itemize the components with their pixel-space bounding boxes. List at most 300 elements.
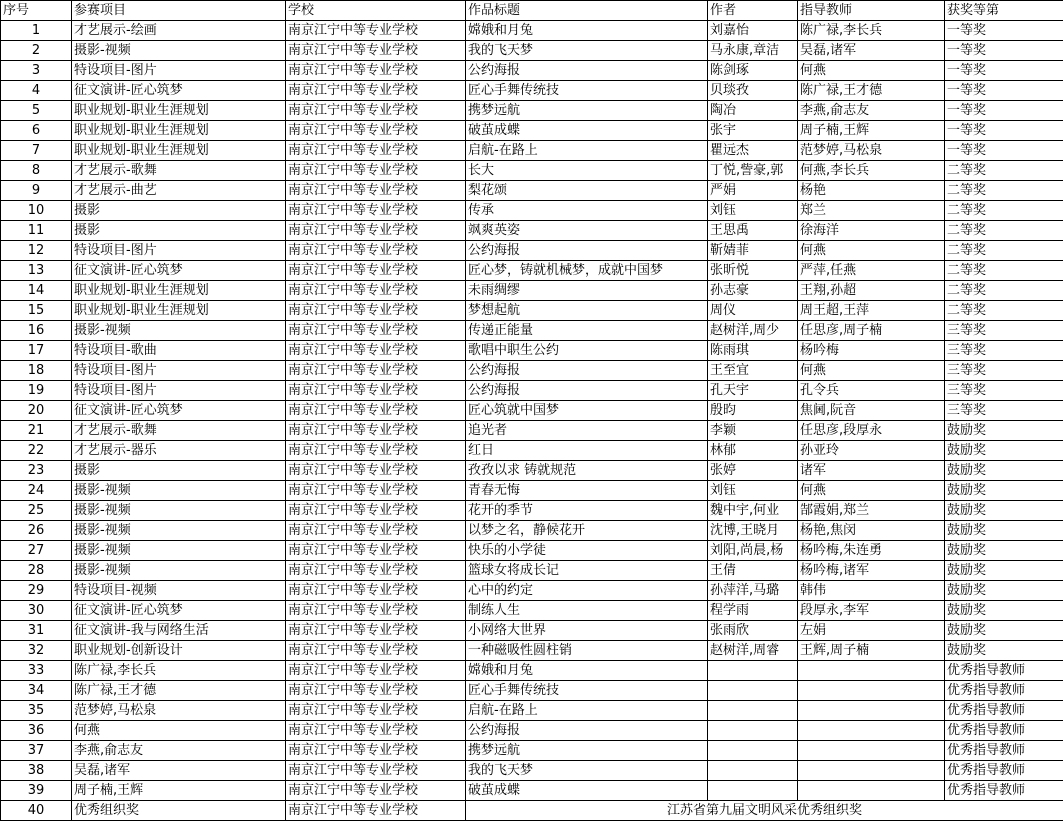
cell-index: 11 [1,221,72,241]
cell-author: 程学雨 [708,601,798,621]
table-row [1,241,1063,261]
cell-author: 刘钰 [708,481,798,501]
table-row [1,741,1063,761]
cell-advisor [798,761,945,781]
cell-title: 心中的约定 [466,581,708,601]
table-row [1,381,1063,401]
cell-advisor [798,781,945,801]
cell-title: 匠心手舞传统技 [466,81,708,101]
cell-index: 37 [1,741,72,761]
cell-school: 南京江宁中等专业学校 [286,401,466,421]
cell-index: 33 [1,661,72,681]
header-cell-advisor: 指导教师 [798,1,945,21]
cell-award: 三等奖 [945,361,1063,381]
cell-award: 鼓励奖 [945,541,1063,561]
cell-school: 南京江宁中等专业学校 [286,21,466,41]
cell-award: 鼓励奖 [945,621,1063,641]
cell-project: 职业规划-创新设计 [72,641,286,661]
cell-advisor: 杨吟梅,诸军 [798,561,945,581]
cell-advisor: 段厚永,李军 [798,601,945,621]
cell-index: 2 [1,41,72,61]
cell-project: 摄影 [72,221,286,241]
cell-project: 何燕 [72,721,286,741]
table-row [1,41,1063,61]
table-row [1,761,1063,781]
cell-award: 鼓励奖 [945,421,1063,441]
cell-author: 赵树洋,周睿 [708,641,798,661]
table-row [1,781,1063,801]
cell-title: 小网络大世界 [466,621,708,641]
table-row [1,341,1063,361]
cell-award: 优秀指导教师 [945,781,1063,801]
cell-school: 南京江宁中等专业学校 [286,321,466,341]
cell-school: 南京江宁中等专业学校 [286,101,466,121]
cell-school: 南京江宁中等专业学校 [286,701,466,721]
cell-school: 南京江宁中等专业学校 [286,521,466,541]
table-row [1,161,1063,181]
cell-advisor [798,741,945,761]
cell-school: 南京江宁中等专业学校 [286,741,466,761]
cell-title: 梦想起航 [466,301,708,321]
cell-title: 未雨绸缪 [466,281,708,301]
cell-award: 优秀指导教师 [945,661,1063,681]
table-row [1,521,1063,541]
table-row [1,101,1063,121]
cell-school: 南京江宁中等专业学校 [286,781,466,801]
cell-index: 24 [1,481,72,501]
cell-school: 南京江宁中等专业学校 [286,261,466,281]
cell-award: 三等奖 [945,321,1063,341]
cell-title: 携梦远航 [466,741,708,761]
cell-title: 追光者 [466,421,708,441]
cell-advisor: 杨艳,焦闵 [798,521,945,541]
cell-project: 征文演讲-匠心筑梦 [72,601,286,621]
cell-project: 优秀组织奖 [72,801,286,821]
cell-advisor: 周王超,王萍 [798,301,945,321]
cell-project: 摄影 [72,201,286,221]
cell-advisor: 何燕 [798,241,945,261]
cell-author: 孙萍洋,马璐 [708,581,798,601]
cell-school: 南京江宁中等专业学校 [286,661,466,681]
cell-project: 摄影-视频 [72,561,286,581]
cell-project: 征文演讲-匠心筑梦 [72,401,286,421]
cell-award: 鼓励奖 [945,441,1063,461]
cell-school: 南京江宁中等专业学校 [286,461,466,481]
cell-advisor: 徐海洋 [798,221,945,241]
cell-author [708,681,798,701]
cell-project: 陈广禄,王才德 [72,681,286,701]
cell-project: 职业规划-职业生涯规划 [72,121,286,141]
table-body [1,21,1063,821]
header-cell-author: 作者 [708,1,798,21]
cell-project: 特设项目-图片 [72,361,286,381]
cell-author: 王思禹 [708,221,798,241]
cell-index: 17 [1,341,72,361]
cell-index: 3 [1,61,72,81]
cell-title: 我的飞天梦 [466,41,708,61]
table-row [1,601,1063,621]
cell-title: 孜孜以求 铸就规范 [466,461,708,481]
cell-award: 鼓励奖 [945,581,1063,601]
cell-school: 南京江宁中等专业学校 [286,561,466,581]
cell-school: 南京江宁中等专业学校 [286,161,466,181]
cell-award: 二等奖 [945,261,1063,281]
header-cell-title: 作品标题 [466,1,708,21]
cell-author: 孔天宇 [708,381,798,401]
cell-title: 一种磁吸性圆柱销 [466,641,708,661]
cell-title: 梨花颂 [466,181,708,201]
cell-project: 特设项目-图片 [72,241,286,261]
cell-index: 34 [1,681,72,701]
cell-advisor: 郜霞娟,郑兰 [798,501,945,521]
cell-award: 一等奖 [945,21,1063,41]
header-row [1,1,1063,21]
cell-advisor: 李燕,俞志友 [798,101,945,121]
cell-index: 14 [1,281,72,301]
cell-author: 张雨欣 [708,621,798,641]
table-row [1,81,1063,101]
cell-advisor: 陈广禄,王才德 [798,81,945,101]
cell-title: 公约海报 [466,61,708,81]
cell-title: 启航-在路上 [466,141,708,161]
cell-title: 匠心筑就中国梦 [466,401,708,421]
cell-author [708,761,798,781]
cell-title: 匠心手舞传统技 [466,681,708,701]
cell-award: 一等奖 [945,101,1063,121]
cell-award: 鼓励奖 [945,461,1063,481]
cell-title: 匠心梦，铸就机械梦，成就中国梦 [466,261,708,281]
cell-author: 赵树洋,周少 [708,321,798,341]
cell-author: 陈剑琢 [708,61,798,81]
cell-project: 周子楠,王辉 [72,781,286,801]
cell-index: 38 [1,761,72,781]
table-row [1,181,1063,201]
cell-title: 我的飞天梦 [466,761,708,781]
cell-award: 优秀指导教师 [945,681,1063,701]
cell-index: 40 [1,801,72,821]
cell-advisor: 严萍,任燕 [798,261,945,281]
cell-advisor: 周子楠,王辉 [798,121,945,141]
cell-school: 南京江宁中等专业学校 [286,281,466,301]
cell-author: 李颖 [708,421,798,441]
table-row [1,641,1063,661]
cell-school: 南京江宁中等专业学校 [286,141,466,161]
cell-title: 红日 [466,441,708,461]
cell-advisor: 杨吟梅 [798,341,945,361]
cell-advisor: 郑兰 [798,201,945,221]
cell-index: 9 [1,181,72,201]
cell-award: 鼓励奖 [945,481,1063,501]
cell-index: 31 [1,621,72,641]
cell-project: 才艺展示-绘画 [72,21,286,41]
table-row [1,421,1063,441]
header-cell-award: 获奖等第 [945,1,1063,21]
cell-index: 25 [1,501,72,521]
cell-advisor: 任思彦,段厚永 [798,421,945,441]
cell-advisor: 王辉,周子楠 [798,641,945,661]
cell-title: 传递正能量 [466,321,708,341]
cell-school: 南京江宁中等专业学校 [286,41,466,61]
cell-school: 南京江宁中等专业学校 [286,601,466,621]
cell-school: 南京江宁中等专业学校 [286,341,466,361]
cell-index: 30 [1,601,72,621]
cell-project: 才艺展示-器乐 [72,441,286,461]
table-row [1,581,1063,601]
cell-author: 殷昀 [708,401,798,421]
cell-award: 一等奖 [945,81,1063,101]
cell-title: 嫦娥和月兔 [466,661,708,681]
table-row [1,661,1063,681]
cell-award: 优秀指导教师 [945,701,1063,721]
cell-project: 特设项目-图片 [72,381,286,401]
cell-project: 摄影-视频 [72,541,286,561]
cell-school: 南京江宁中等专业学校 [286,501,466,521]
cell-title: 破茧成蝶 [466,781,708,801]
cell-author: 刘钰 [708,201,798,221]
cell-school: 南京江宁中等专业学校 [286,121,466,141]
table-row [1,361,1063,381]
cell-school: 南京江宁中等专业学校 [286,641,466,661]
cell-advisor: 何燕 [798,61,945,81]
cell-award: 二等奖 [945,281,1063,301]
cell-index: 39 [1,781,72,801]
cell-project: 吴磊,诸军 [72,761,286,781]
cell-award: 一等奖 [945,141,1063,161]
cell-project: 职业规划-职业生涯规划 [72,281,286,301]
cell-school: 南京江宁中等专业学校 [286,381,466,401]
cell-title: 制练人生 [466,601,708,621]
cell-advisor: 杨艳 [798,181,945,201]
cell-advisor: 吴磊,诸军 [798,41,945,61]
cell-advisor: 孙亚玲 [798,441,945,461]
cell-award: 三等奖 [945,341,1063,361]
table-row [1,321,1063,341]
cell-advisor: 何燕,李长兵 [798,161,945,181]
cell-project: 摄影 [72,461,286,481]
cell-school: 南京江宁中等专业学校 [286,681,466,701]
cell-index: 5 [1,101,72,121]
cell-school: 南京江宁中等专业学校 [286,581,466,601]
cell-advisor [798,681,945,701]
table-row [1,21,1063,41]
header-cell-school: 学校 [286,1,466,21]
cell-project: 范梦婷,马松泉 [72,701,286,721]
cell-author: 周仪 [708,301,798,321]
cell-award: 鼓励奖 [945,601,1063,621]
cell-advisor [798,701,945,721]
cell-award: 优秀指导教师 [945,721,1063,741]
cell-author: 靳婧菲 [708,241,798,261]
cell-school: 南京江宁中等专业学校 [286,221,466,241]
cell-author: 瞿远杰 [708,141,798,161]
cell-author: 马永康,章洁 [708,41,798,61]
cell-school: 南京江宁中等专业学校 [286,541,466,561]
cell-school: 南京江宁中等专业学校 [286,801,466,821]
cell-school: 南京江宁中等专业学校 [286,621,466,641]
cell-author [708,781,798,801]
cell-advisor: 陈广禄,李长兵 [798,21,945,41]
header-cell-project: 参赛项目 [72,1,286,21]
header-cell-index: 序号 [1,1,72,21]
table-row [1,681,1063,701]
cell-author: 刘嘉怡 [708,21,798,41]
cell-title: 公约海报 [466,361,708,381]
cell-project: 特设项目-歌曲 [72,341,286,361]
cell-award: 二等奖 [945,201,1063,221]
cell-index: 21 [1,421,72,441]
cell-title: 快乐的小学徒 [466,541,708,561]
cell-author: 陶冶 [708,101,798,121]
cell-title: 传承 [466,201,708,221]
cell-award: 一等奖 [945,121,1063,141]
cell-author: 丁悦,訾豪,郭 [708,161,798,181]
cell-author: 张昕悦 [708,261,798,281]
table-row [1,261,1063,281]
cell-award: 二等奖 [945,161,1063,181]
cell-index: 28 [1,561,72,581]
cell-award: 优秀指导教师 [945,761,1063,781]
cell-title: 长大 [466,161,708,181]
cell-advisor: 诸军 [798,461,945,481]
cell-index: 20 [1,401,72,421]
cell-title: 嫦娥和月兔 [466,21,708,41]
cell-advisor: 韩伟 [798,581,945,601]
cell-school: 南京江宁中等专业学校 [286,721,466,741]
cell-project: 征文演讲-我与网络生活 [72,621,286,641]
cell-school: 南京江宁中等专业学校 [286,61,466,81]
cell-advisor: 孔令兵 [798,381,945,401]
cell-author: 王倩 [708,561,798,581]
cell-school: 南京江宁中等专业学校 [286,481,466,501]
cell-index: 10 [1,201,72,221]
cell-title: 篮球女将成长记 [466,561,708,581]
cell-school: 南京江宁中等专业学校 [286,441,466,461]
cell-award: 二等奖 [945,221,1063,241]
cell-advisor: 任思彦,周子楠 [798,321,945,341]
cell-author: 林郁 [708,441,798,461]
table-row [1,61,1063,81]
cell-index: 1 [1,21,72,41]
cell-title: 歌唱中职生公约 [466,341,708,361]
cell-advisor: 左娟 [798,621,945,641]
cell-title: 破茧成蝶 [466,121,708,141]
cell-index: 22 [1,441,72,461]
cell-index: 32 [1,641,72,661]
cell-author: 沈博,王晓月 [708,521,798,541]
cell-author [708,721,798,741]
cell-project: 特设项目-视频 [72,581,286,601]
cell-author: 陈雨琪 [708,341,798,361]
cell-index: 16 [1,321,72,341]
table-row [1,401,1063,421]
cell-project: 才艺展示-歌舞 [72,161,286,181]
cell-index: 12 [1,241,72,261]
table-row [1,281,1063,301]
cell-project: 征文演讲-匠心筑梦 [72,261,286,281]
table-row [1,121,1063,141]
cell-title: 携梦远航 [466,101,708,121]
table-row [1,301,1063,321]
cell-project: 摄影-视频 [72,481,286,501]
cell-project: 李燕,俞志友 [72,741,286,761]
cell-advisor [798,721,945,741]
cell-author [708,701,798,721]
cell-award: 一等奖 [945,41,1063,61]
cell-index: 7 [1,141,72,161]
cell-index: 18 [1,361,72,381]
cell-title: 花开的季节 [466,501,708,521]
cell-index: 23 [1,461,72,481]
cell-school: 南京江宁中等专业学校 [286,421,466,441]
cell-index: 27 [1,541,72,561]
cell-award: 二等奖 [945,241,1063,261]
cell-advisor: 范梦婷,马松泉 [798,141,945,161]
cell-project: 才艺展示-曲艺 [72,181,286,201]
cell-index: 13 [1,261,72,281]
cell-author: 张宇 [708,121,798,141]
cell-project: 特设项目-图片 [72,61,286,81]
cell-school: 南京江宁中等专业学校 [286,81,466,101]
table-row [1,801,1063,821]
cell-project: 才艺展示-歌舞 [72,421,286,441]
cell-index: 26 [1,521,72,541]
cell-advisor: 王翔,孙超 [798,281,945,301]
cell-school: 南京江宁中等专业学校 [286,761,466,781]
cell-award: 鼓励奖 [945,501,1063,521]
cell-title: 启航-在路上 [466,701,708,721]
table-row [1,721,1063,741]
cell-award: 三等奖 [945,381,1063,401]
table-row [1,561,1063,581]
cell-title: 青春无悔 [466,481,708,501]
cell-author: 贝琰孜 [708,81,798,101]
cell-award: 二等奖 [945,181,1063,201]
cell-index: 19 [1,381,72,401]
cell-project: 陈广禄,李长兵 [72,661,286,681]
cell-index: 15 [1,301,72,321]
cell-school: 南京江宁中等专业学校 [286,361,466,381]
table-row [1,501,1063,521]
table-row [1,481,1063,501]
table-row [1,541,1063,561]
cell-award: 鼓励奖 [945,641,1063,661]
cell-award: 优秀指导教师 [945,741,1063,761]
cell-author: 孙志豪 [708,281,798,301]
cell-project: 职业规划-职业生涯规划 [72,101,286,121]
cell-title: 公约海报 [466,721,708,741]
table-row [1,461,1063,481]
cell-school: 南京江宁中等专业学校 [286,181,466,201]
cell-author: 刘阳,尚晨,杨 [708,541,798,561]
cell-school: 南京江宁中等专业学校 [286,201,466,221]
cell-award: 鼓励奖 [945,561,1063,581]
cell-project: 摄影-视频 [72,321,286,341]
cell-advisor [798,661,945,681]
table-row [1,201,1063,221]
cell-author [708,741,798,761]
cell-project: 征文演讲-匠心筑梦 [72,81,286,101]
cell-award: 一等奖 [945,61,1063,81]
cell-school: 南京江宁中等专业学校 [286,301,466,321]
cell-advisor: 何燕 [798,481,945,501]
table-row [1,701,1063,721]
cell-index: 8 [1,161,72,181]
cell-title: 飒爽英姿 [466,221,708,241]
cell-project: 职业规划-职业生涯规划 [72,141,286,161]
cell-author: 王至宜 [708,361,798,381]
cell-advisor: 何燕 [798,361,945,381]
cell-title: 公约海报 [466,241,708,261]
